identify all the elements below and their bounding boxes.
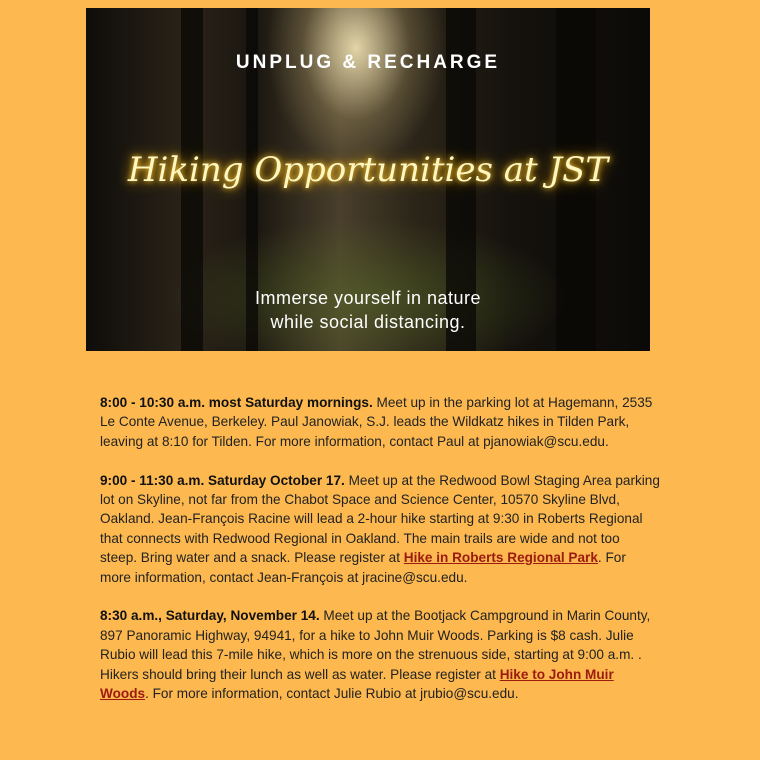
event-description: Meet up at the Redwood Bowl Staging Area parking lot on Skyline, not far from the Chabot Space and Science Center, 10570 Skyline Blvd, Oakland. Jean-François Racine will lead a 2-hour hike starting at 9:30 in Roberts Regional that connects with Redwood Regional in Oakland. The main trails are wide and not too steep. Bring water and a snack. Please register at <box>100 472 660 566</box>
event-time: 8:00 - 10:30 a.m. most Saturday mornings. <box>100 395 373 410</box>
banner-title: Hiking Opportunities at JST <box>127 150 609 190</box>
event-list <box>100 393 660 723</box>
event-description: Meet up at the Bootjack Campground in Marin County, 897 Panoramic Highway, 94941, for a hike to John Muir Woods. Parking is $8 cash. Julie Rubio will lead this 7-mile hike, which is more on the strenuous side, starting at 9:00 a.m. . Hikers should bring their lunch as well as water. Please register at <box>100 608 651 682</box>
event-contact: . For more information, contact Jean-François at jracine@scu.edu. <box>100 550 626 585</box>
banner-subtitle <box>86 286 650 334</box>
event-description: Meet up in the parking lot at Hagemann, 2535 Le Conte Avenue, Berkeley. Paul Janowiak, S.J. leads the Wildkatz hikes in Tilden Park, leaving at 8:10 for Tilden. For more information, contact Paul at pjanowiak@scu.edu. <box>100 395 653 449</box>
hero-banner-image <box>86 8 650 351</box>
register-link-roberts[interactable]: Hike in Roberts Regional Park <box>403 550 598 566</box>
event-item <box>100 606 660 703</box>
subtitle-line: Immerse yourself in nature <box>254 288 482 308</box>
event-contact: . For more information, contact Julie Rubio at jrubio@scu.edu. <box>145 686 519 702</box>
banner-kicker: UNPLUG & RECHARGE <box>235 52 501 73</box>
event-item <box>100 393 660 451</box>
event-item <box>100 471 660 587</box>
register-link-muir-woods[interactable]: Hike to John Muir Woods <box>100 666 614 702</box>
subtitle-line: while social distancing. <box>270 312 466 332</box>
event-time: 9:00 - 11:30 a.m. Saturday October 17. <box>100 472 345 488</box>
event-time: 8:30 a.m., Saturday, November 14. <box>100 608 320 624</box>
